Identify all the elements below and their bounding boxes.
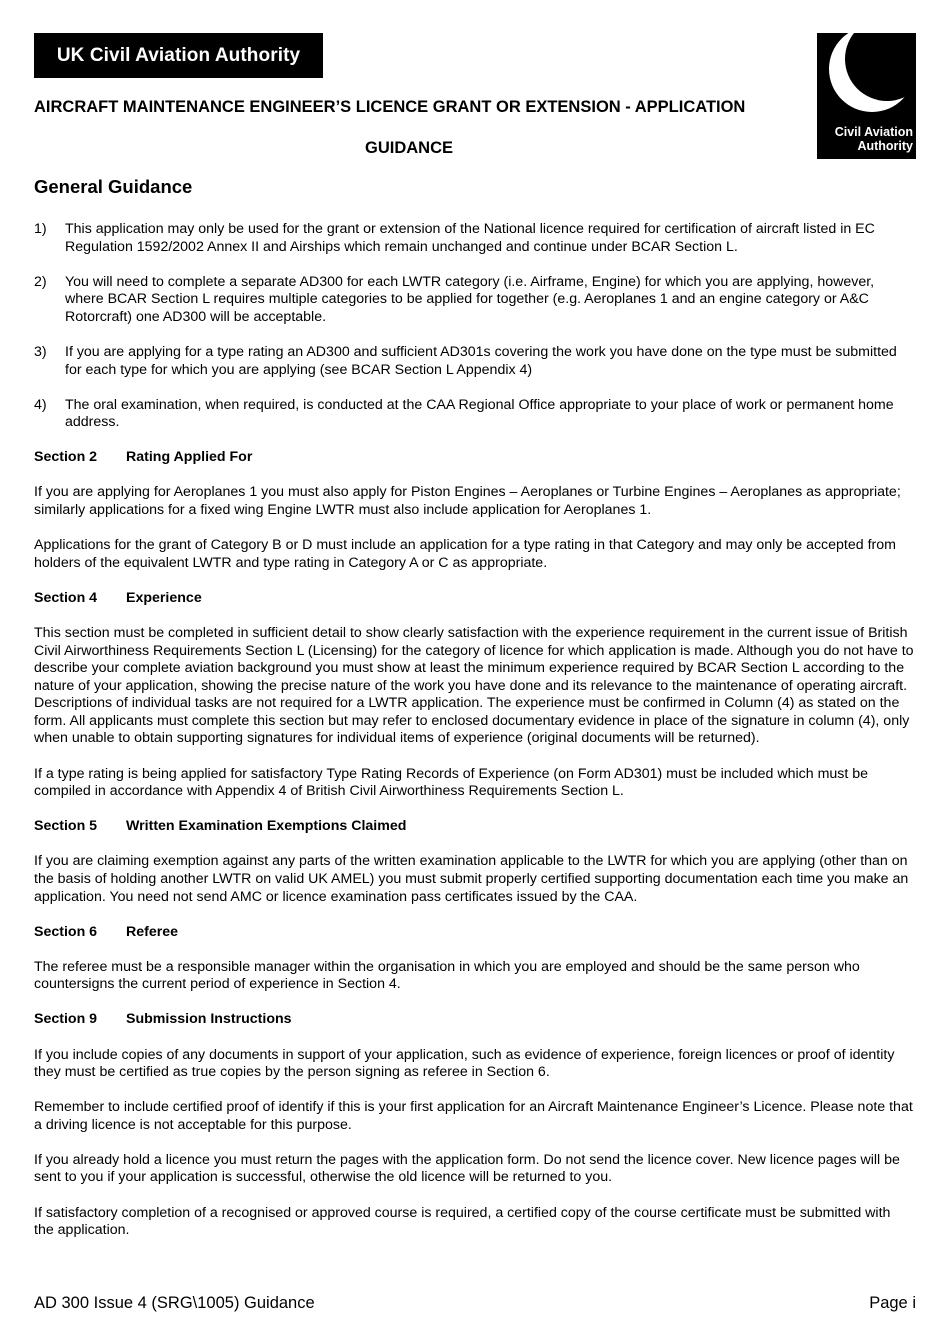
section-number: Section 9 [34, 1011, 98, 1028]
section-heading [34, 924, 914, 942]
guidance-item [34, 221, 914, 256]
guidance-item [34, 397, 914, 432]
guidance-item [34, 344, 914, 379]
footer-page-number: Page i [869, 1294, 916, 1312]
caa-banner: UK Civil Aviation Authority [34, 33, 323, 78]
section-paragraph: The referee must be a responsible manager within the organisation in which you are employed and should be the same person who countersigns the current period of experience in Section 4. [34, 958, 860, 993]
section-paragraph: If you already hold a licence you must return the pages with the application form. Do not send the licence cover. New licence pages will be sent to you if your application is successful, otherwise the old licence will be returned to you. [34, 1151, 900, 1186]
item-number: 3) [34, 343, 47, 360]
section-4 [34, 590, 914, 801]
item-text: You will need to complete a separate AD300 for each LWTR category (i.e. Airframe, Engine) for which you are applying, however, where BCAR Section L requires multiple categories to be applied for together (e.g. Aeroplanes 1 and an engine category or A&C Rotorcraft) one AD300 will be acceptable. [65, 273, 875, 325]
section-number: Section 4 [34, 589, 98, 606]
section-heading [34, 818, 914, 836]
section-paragraph: Applications for the grant of Category B or D must include an application for a type rating in that Category and may only be accepted from holders of the equivalent LWTR and type rating in Category A or C as appropriate. [34, 537, 896, 571]
section-title: Experience [126, 589, 202, 606]
section-paragraph: This section must be completed in sufficient detail to show clearly satisfaction with the experience requirement in the current issue of British Civil Airworthiness Requirements Section L (Licensing) for the category of licence for which application is made. Although you do not have to describe your complete aviation background you must show at least the minimum experience required by BCAR Section L according to the nature of your application, showing the precise nature of the work you have done and its relevance to the maintenance of operating aircraft. Descriptions of individual tasks are not required for a LWTR application. The experience must be confirmed in Column (4) as stated on the form. All applicants must complete this section but may refer to enclosed documentary evidence in place of the signature in column (4), only when unable to obtain supporting signatures for individual items of experience (original documents will be returned). [34, 624, 914, 747]
item-text: If you are applying for a type rating an AD300 and sufficient AD301s covering the work you have done on the type must be submitted for each type for which you are applying (see BCAR Section L Appendix 4) [65, 343, 897, 378]
document-title: AIRCRAFT MAINTENANCE ENGINEER’S LICENCE GRANT OR EXTENSION - APPLICATION [34, 98, 746, 116]
section-title: Written Examination Exemptions Claimed [126, 818, 407, 835]
general-guidance-heading: General Guidance [34, 176, 193, 197]
section-5 [34, 818, 914, 906]
item-text: This application may only be used for the grant or extension of the National licence required for certification of aircraft listed in EC Regulation 1592/2002 Annex II and Airships which remain unchanged and continue under BCAR Section L. [65, 221, 875, 255]
section-paragraph: Remember to include certified proof of identify if this is your first application for an Aircraft Maintenance Engineer’s Licence. Please note that a driving licence is not acceptable for this purpose. [34, 1099, 913, 1133]
section-paragraph: If a type rating is being applied for satisfactory Type Rating Records of Experience (on Form AD301) must be included which must be compiled in accordance with Appendix 4 of British Civil Airworthiness Requirements Section L. [34, 765, 869, 800]
document-subtitle: GUIDANCE [365, 139, 454, 157]
section-paragraph: If you are claiming exemption against any parts of the written examination applicable to the LWTR for which you are applying (other than on the basis of holding another LWTR on valid UK AMEL) you must submit properly certified supporting documentation each time you make an application. You need not send AMC or licence examination pass certificates issued by the CAA. [34, 853, 909, 905]
section-9 [34, 1011, 914, 1239]
section-heading [34, 449, 914, 467]
section-title: Rating Applied For [126, 449, 253, 466]
section-paragraph: If you are applying for Aeroplanes 1 you must also apply for Piston Engines – Aeroplanes or Turbine Engines – Aeroplanes as appropriate; similarly applications for a fixed wing Engine LWTR must also include application for Aeroplanes 1. [34, 484, 901, 519]
section-heading [34, 1011, 914, 1029]
item-text: The oral examination, when required, is conducted at the CAA Regional Office appropriate to your place of work or permanent home address. [65, 396, 894, 431]
item-number: 4) [34, 396, 47, 413]
section-6 [34, 924, 914, 994]
item-number: 1) [34, 221, 47, 237]
footer-document-reference: AD 300 Issue 4 (SRG\1005) Guidance [34, 1294, 315, 1312]
section-title: Submission Instructions [126, 1011, 292, 1028]
item-number: 2) [34, 273, 47, 290]
section-paragraph: If satisfactory completion of a recognised or approved course is required, a certified copy of the course certificate must be submitted with the application. [34, 1204, 891, 1239]
logo-text [817, 125, 913, 153]
section-number: Section 6 [34, 923, 98, 940]
section-paragraph: If you include copies of any documents in support of your application, such as evidence of experience, foreign licences or proof of identity they must be certified as true copies by the person signing as referee in Section 6. [34, 1046, 895, 1081]
section-2 [34, 449, 914, 572]
document-body [34, 221, 914, 1257]
caa-logo [817, 33, 916, 159]
section-heading [34, 590, 914, 608]
guidance-item [34, 274, 914, 327]
section-title: Referee [126, 923, 179, 940]
section-number: Section 2 [34, 449, 98, 466]
section-number: Section 5 [34, 818, 98, 835]
logo-line-1: Civil Aviation [834, 125, 913, 139]
logo-line-2: Authority [857, 139, 913, 153]
